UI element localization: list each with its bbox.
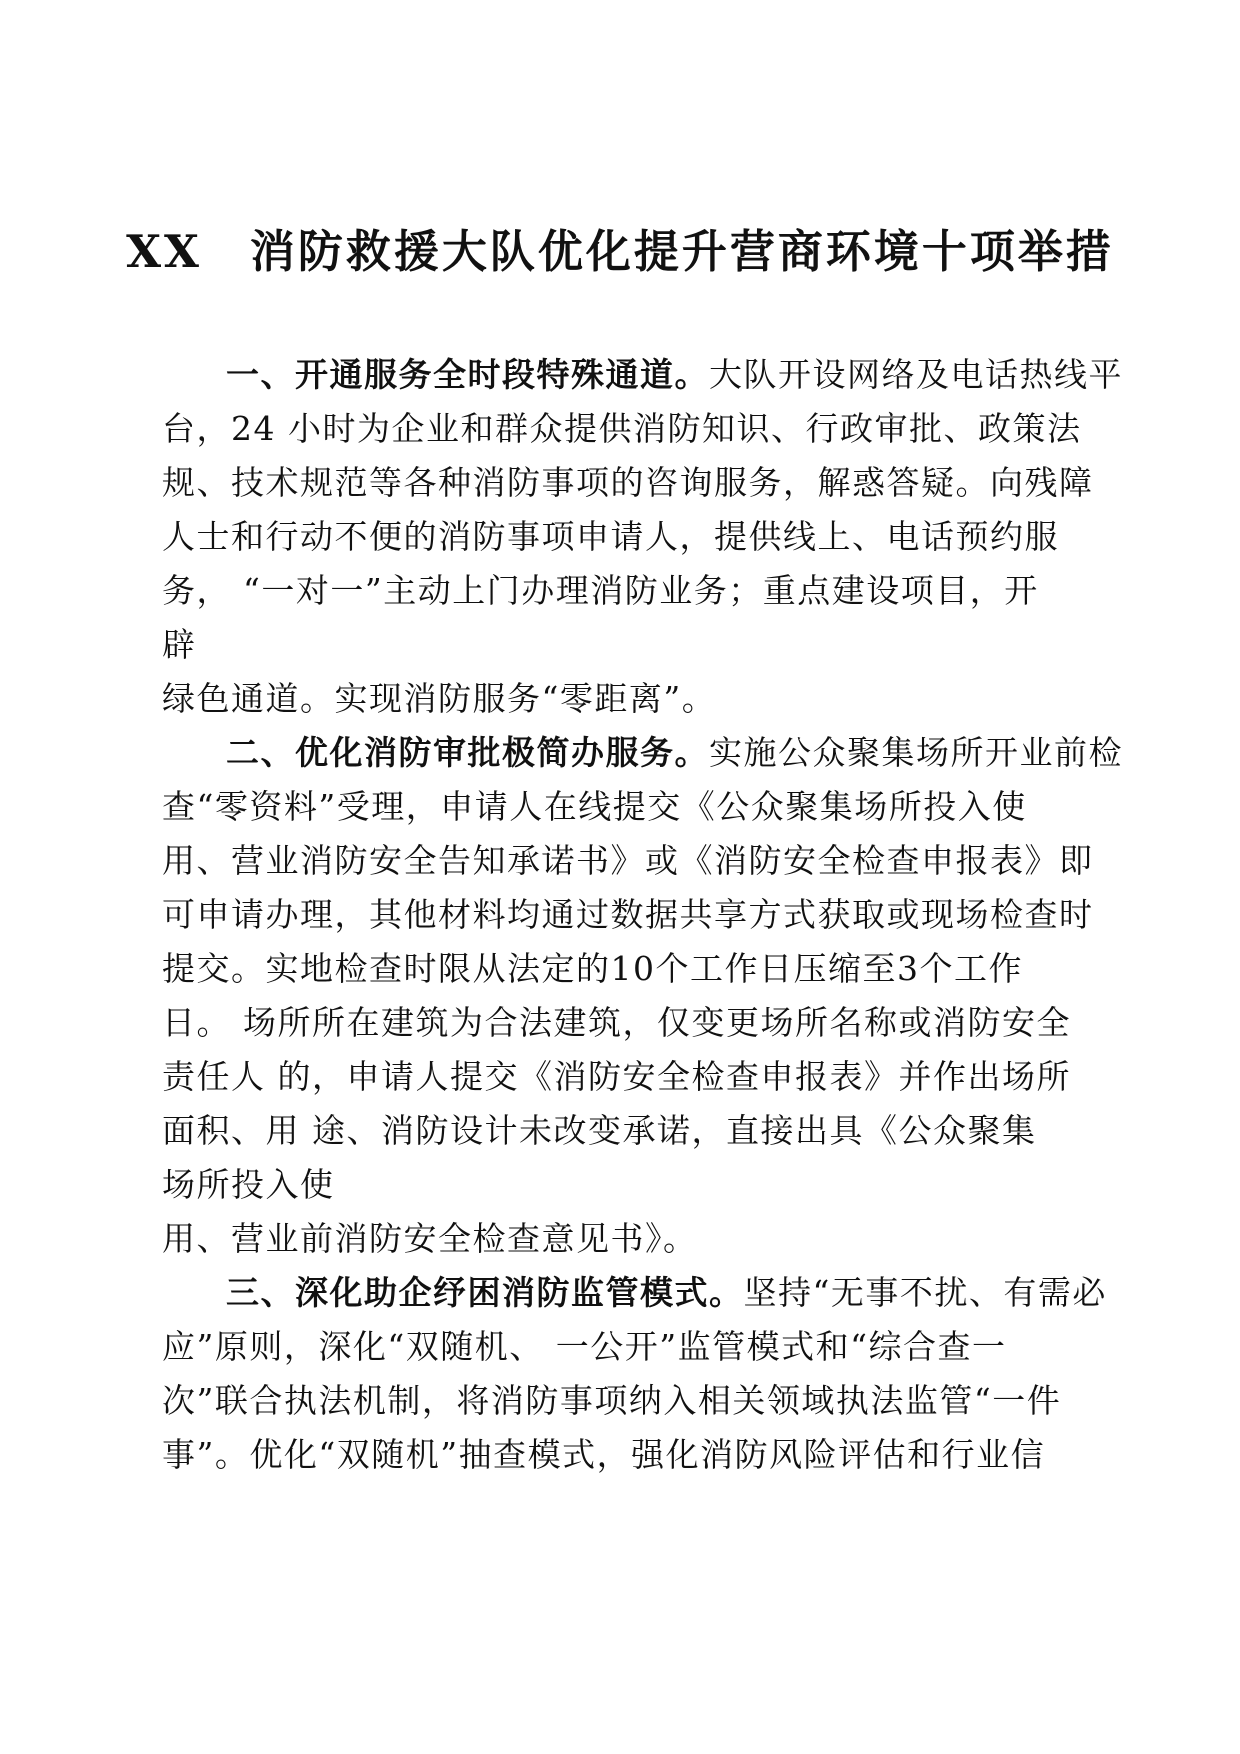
paragraph-line: 用、营业前消防安全检查意见书》。 [162,1219,698,1258]
paragraph-line: 规、技术规范等各种消防事项的咨询服务，解惑答疑。向残障 [162,463,1094,502]
paragraph-line: 应”原则，深化“双随机、 一公开”监管模式和“综合查一 [162,1327,1007,1366]
paragraph-text: 实施公众聚集场所开业前检 [709,733,1123,772]
document-title: XX 消防救援大队优化提升营商环境十项举措 [126,225,1114,278]
paragraph-line: 可申请办理，其他材料均通过数据共享方式获取或现场检查时 [162,895,1094,934]
paragraph-line [162,726,1123,780]
paragraph-line: 人士和行动不便的消防事项申请人，提供线上、电话预约服 [162,517,1059,556]
section-1 [162,348,1123,726]
paragraph-line: 次”联合执法机制，将消防事项纳入相关领域执法监管“一件 [162,1381,1062,1420]
paragraph-line: 面积、用 途、消防设计未改变承诺，直接出具《公众聚集 [162,1111,1037,1150]
paragraph-line: 查“零资料”受理，申请人在线提交《公众聚集场所投入使 [162,787,1027,826]
section-heading: 二、优化消防审批极简办服务。 [226,733,709,772]
paragraph-line: 绿色通道。实现消防服务“零距离”。 [162,679,717,718]
paragraph-line [162,348,1123,402]
paragraph-line: 用、营业消防安全告知承诺书》或《消防安全检查申报表》即 [162,841,1094,880]
paragraph-text: 坚持“无事不扰、有需必 [743,1273,1107,1312]
paragraph-line [162,1266,1107,1320]
paragraph-text: 大队开设网络及电话热线平 [709,355,1123,394]
paragraph-line: 务， “一对一”主动上门办理消防业务；重点建设项目，开 [162,571,1039,610]
section-2 [162,726,1123,1266]
document-body [162,348,1123,1482]
paragraph-line: 责任人 的，申请人提交《消防安全检查申报表》并作出场所 [162,1057,1071,1096]
paragraph-line: 事”。优化“双随机”抽查模式，强化消防风险评估和行业信 [162,1435,1046,1474]
paragraph-line: 提交。实地检查时限从法定的10个工作日压缩至3个工作 [162,949,1023,988]
paragraph-line: 台，24 小时为企业和群众提供消防知识、行政审批、政策法 [162,409,1082,448]
section-heading: 一、开通服务全时段特殊通道。 [226,355,709,394]
paragraph-line: 日。 场所所在建筑为合法建筑，仅变更场所名称或消防安全 [162,1003,1071,1042]
section-heading: 三、深化助企纾困消防监管模式。 [226,1273,744,1312]
paragraph-line: 辟 [162,625,197,664]
paragraph-line: 场所投入使 [162,1165,335,1204]
section-3 [162,1266,1107,1482]
